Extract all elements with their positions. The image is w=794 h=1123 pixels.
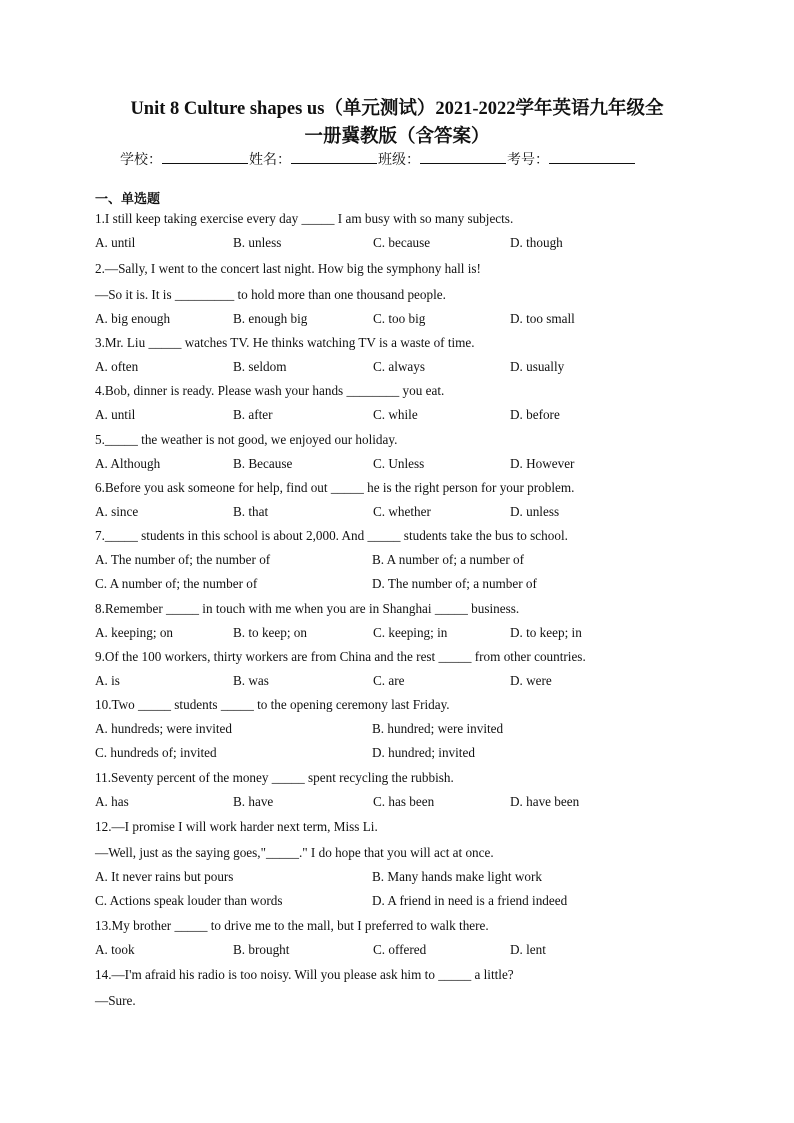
q7-option-d: D. The number of; a number of <box>372 576 537 591</box>
q10-option-d: D. hundred; invited <box>372 745 475 760</box>
school-label: 学校： <box>120 152 162 168</box>
question-12-reply: —Well, just as the saying goes,"_____." I do hope that you will act at once. <box>95 845 494 860</box>
q13-option-d: D. lent <box>510 942 546 957</box>
q2-option-d: D. too small <box>510 311 575 326</box>
q2-option-a: A. big enough <box>95 311 171 326</box>
name-label: 姓名： <box>249 152 291 168</box>
number-label: 考号： <box>507 152 549 168</box>
number-blank[interactable] <box>549 149 635 164</box>
q4-option-d: D. before <box>510 407 560 422</box>
student-info-row <box>120 149 720 170</box>
question-8: 8.Remember _____ in touch with me when you are in Shanghai _____ business. <box>95 601 520 616</box>
question-9: 9.Of the 100 workers, thirty workers are from China and the rest _____ from other countries. <box>95 649 586 664</box>
question-14: 14.—I'm afraid his radio is too noisy. Will you please ask him to _____ a little? <box>95 967 514 982</box>
q11-option-c: C. has been <box>373 794 435 809</box>
class-blank[interactable] <box>420 149 506 164</box>
q2-option-b: B. enough big <box>233 311 308 326</box>
q2-option-c: C. too big <box>373 311 426 326</box>
q4-option-c: C. while <box>373 407 418 422</box>
q12-option-c: C. Actions speak louder than words <box>95 893 283 908</box>
q5-option-a: A. Although <box>95 456 161 471</box>
q5-option-c: C. Unless <box>373 456 425 471</box>
q9-option-a: A. is <box>95 673 120 688</box>
q8-option-b: B. to keep; on <box>233 625 307 640</box>
question-12: 12.—I promise I will work harder next term, Miss Li. <box>95 819 378 834</box>
q11-option-a: A. has <box>95 794 129 809</box>
document-title <box>60 95 734 151</box>
q7-option-b: B. A number of; a number of <box>372 552 524 567</box>
q3-option-d: D. usually <box>510 359 565 374</box>
q10-option-c: C. hundreds of; invited <box>95 745 217 760</box>
q13-option-a: A. took <box>95 942 135 957</box>
q13-option-b: B. brought <box>233 942 290 957</box>
q12-option-b: B. Many hands make light work <box>372 869 542 884</box>
q4-option-b: B. after <box>233 407 273 422</box>
q1-option-b: B. unless <box>233 235 282 250</box>
question-2-reply: —So it is. It is _________ to hold more than one thousand people. <box>95 287 446 302</box>
q6-option-c: C. whether <box>373 504 431 519</box>
q10-option-a: A. hundreds; were invited <box>95 721 232 736</box>
q1-option-c: C. because <box>373 235 431 250</box>
q3-option-b: B. seldom <box>233 359 287 374</box>
q5-option-b: B. Because <box>233 456 293 471</box>
q8-option-d: D. to keep; in <box>510 625 582 640</box>
q10-option-b: B. hundred; were invited <box>372 721 504 736</box>
q11-option-b: B. have <box>233 794 274 809</box>
q7-option-c: C. A number of; the number of <box>95 576 258 591</box>
q4-option-a: A. until <box>95 407 136 422</box>
q6-option-d: D. unless <box>510 504 560 519</box>
question-1: 1.I still keep taking exercise every day _____ I am busy with so many subjects. <box>95 211 514 226</box>
question-11: 11.Seventy percent of the money _____ spent recycling the rubbish. <box>95 770 454 785</box>
q9-option-d: D. were <box>510 673 552 688</box>
q7-option-a: A. The number of; the number of <box>95 552 271 567</box>
question-2: 2.—Sally, I went to the concert last night. How big the symphony hall is! <box>95 261 481 276</box>
q9-option-b: B. was <box>233 673 269 688</box>
q5-option-d: D. However <box>510 456 575 471</box>
question-5: 5._____ the weather is not good, we enjoyed our holiday. <box>95 432 398 447</box>
q3-option-c: C. always <box>373 359 426 374</box>
title-line-1: Unit 8 Culture shapes us（单元测试）2021-2022学年英语九年级全 <box>130 99 664 119</box>
question-7: 7._____ students in this school is about 2,000. And _____ students take the bus to school. <box>95 528 568 543</box>
class-label: 班级： <box>378 152 420 168</box>
title-line-2: 一册冀教版（含答案） <box>304 127 490 147</box>
q1-option-a: A. until <box>95 235 136 250</box>
name-blank[interactable] <box>291 149 377 164</box>
question-13: 13.My brother _____ to drive me to the mall, but I preferred to walk there. <box>95 918 489 933</box>
question-4: 4.Bob, dinner is ready. Please wash your hands ________ you eat. <box>95 383 445 398</box>
section-title: 一、单选题 <box>95 192 161 207</box>
q8-option-a: A. keeping; on <box>95 625 174 640</box>
q9-option-c: C. are <box>373 673 405 688</box>
q12-option-a: A. It never rains but pours <box>95 869 234 884</box>
question-3: 3.Mr. Liu _____ watches TV. He thinks watching TV is a waste of time. <box>95 335 475 350</box>
q13-option-c: C. offered <box>373 942 427 957</box>
question-14-reply: —Sure. <box>95 993 136 1008</box>
school-blank[interactable] <box>162 149 248 164</box>
q11-option-d: D. have been <box>510 794 580 809</box>
question-10: 10.Two _____ students _____ to the opening ceremony last Friday. <box>95 697 450 712</box>
q6-option-a: A. since <box>95 504 139 519</box>
q8-option-c: C. keeping; in <box>373 625 448 640</box>
question-6: 6.Before you ask someone for help, find out _____ he is the right person for your problem. <box>95 480 575 495</box>
q3-option-a: A. often <box>95 359 139 374</box>
q6-option-b: B. that <box>233 504 269 519</box>
q12-option-d: D. A friend in need is a friend indeed <box>372 893 568 908</box>
q1-option-d: D. though <box>510 235 563 250</box>
